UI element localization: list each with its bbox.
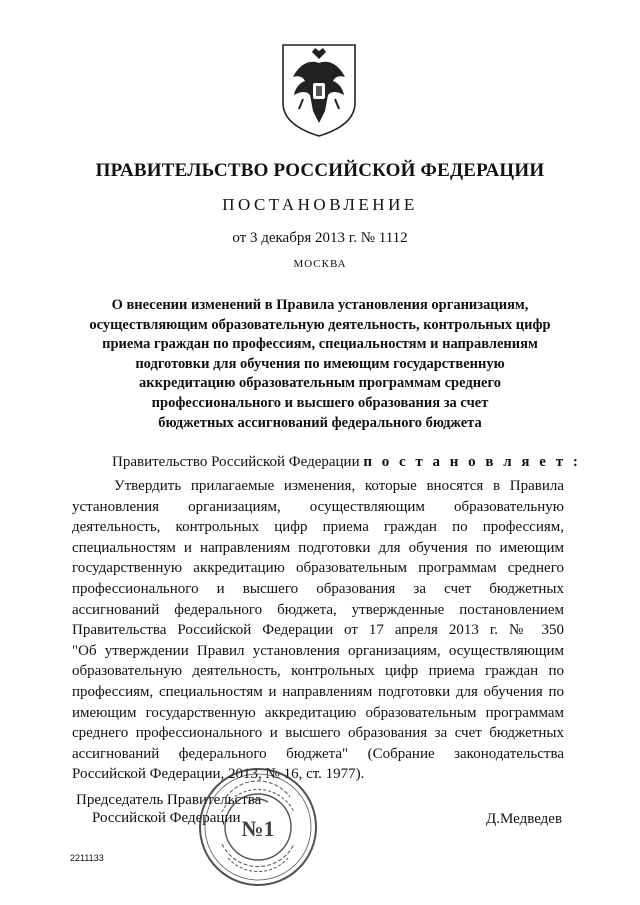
body-line: профессиям, специальностям и направлениям подготовки для обучения по [72,683,564,700]
subject-line: профессионального и высшего образования за счет [151,394,489,411]
signatory-name: Д.Медведев [486,811,563,827]
document-type: ПОСТАНОВЛЕНИЕ [222,195,418,214]
body-line: ассигнований федерального бюджета, утвержденные постановлением [72,601,564,618]
body-line: профессионального и высшего образования за счет бюджетных [72,580,564,597]
body-line: Российской Федерации, 2013, № 16, ст. 1977). [72,766,365,783]
body-line: Правительства Российской Федерации от 17 апреля 2013 г. № 350 [72,622,564,639]
body-line: установления организациям, осуществляющим образовательную [72,498,564,515]
subject-line: приема граждан по профессиям, специальностям и направлениям [102,336,538,353]
government-title: ПРАВИТЕЛЬСТВО РОССИЙСКОЙ ФЕДЕРАЦИИ [95,160,545,181]
subject-line: бюджетных ассигнований федерального бюджета [158,414,482,431]
document-subject [70,296,570,433]
intro-text: Правительство Российской Федерации [112,454,360,470]
intro-emphasis: п о с т а н о в л я е т : [363,454,581,470]
body-line: имеющим государственную аккредитацию образовательным программам [72,704,564,721]
signatory-title-line2: Российской Федерации [92,810,241,826]
subject-line: осуществляющим образовательную деятельность, контрольных цифр [89,316,551,333]
resolution-body [72,476,564,785]
seal-number: №1 [241,816,275,841]
body-line: специальностям и направлениям подготовки для обучения по имеющим [72,539,564,556]
subject-line: О внесении изменений в Правила установления организациям, [111,297,529,313]
subject-line: подготовки для обучения по имеющим государственную [135,355,505,372]
body-line: среднего профессионального и высшего образования за счет бюджетных [72,725,564,742]
body-line: образовательную деятельность, контрольных цифр приема граждан по [72,663,564,680]
body-line: ассигнований федерального бюджета" (Собрание законодательства [72,745,564,762]
body-line: деятельность, контрольных цифр приема граждан по профессиям, [72,519,564,536]
coat-of-arms-icon [279,41,359,139]
document-code: 2211133 [70,853,104,863]
signatory-title-line1: Председатель Правительства [76,792,262,808]
resolution-intro [112,454,581,471]
document-date-number: от 3 декабря 2013 г. № 1112 [232,230,408,246]
body-line: государственную аккредитацию образовательным программам среднего [72,560,564,577]
official-seal-stamp [196,752,320,902]
body-line: Утвердить прилагаемые изменения, которые вносятся в Правила [114,478,564,494]
body-line: "Об утверждении Правил установления организациям, осуществляющим [72,642,564,659]
document-city: МОСКВА [293,258,347,270]
subject-line: аккредитацию образовательным программам среднего [139,375,501,392]
